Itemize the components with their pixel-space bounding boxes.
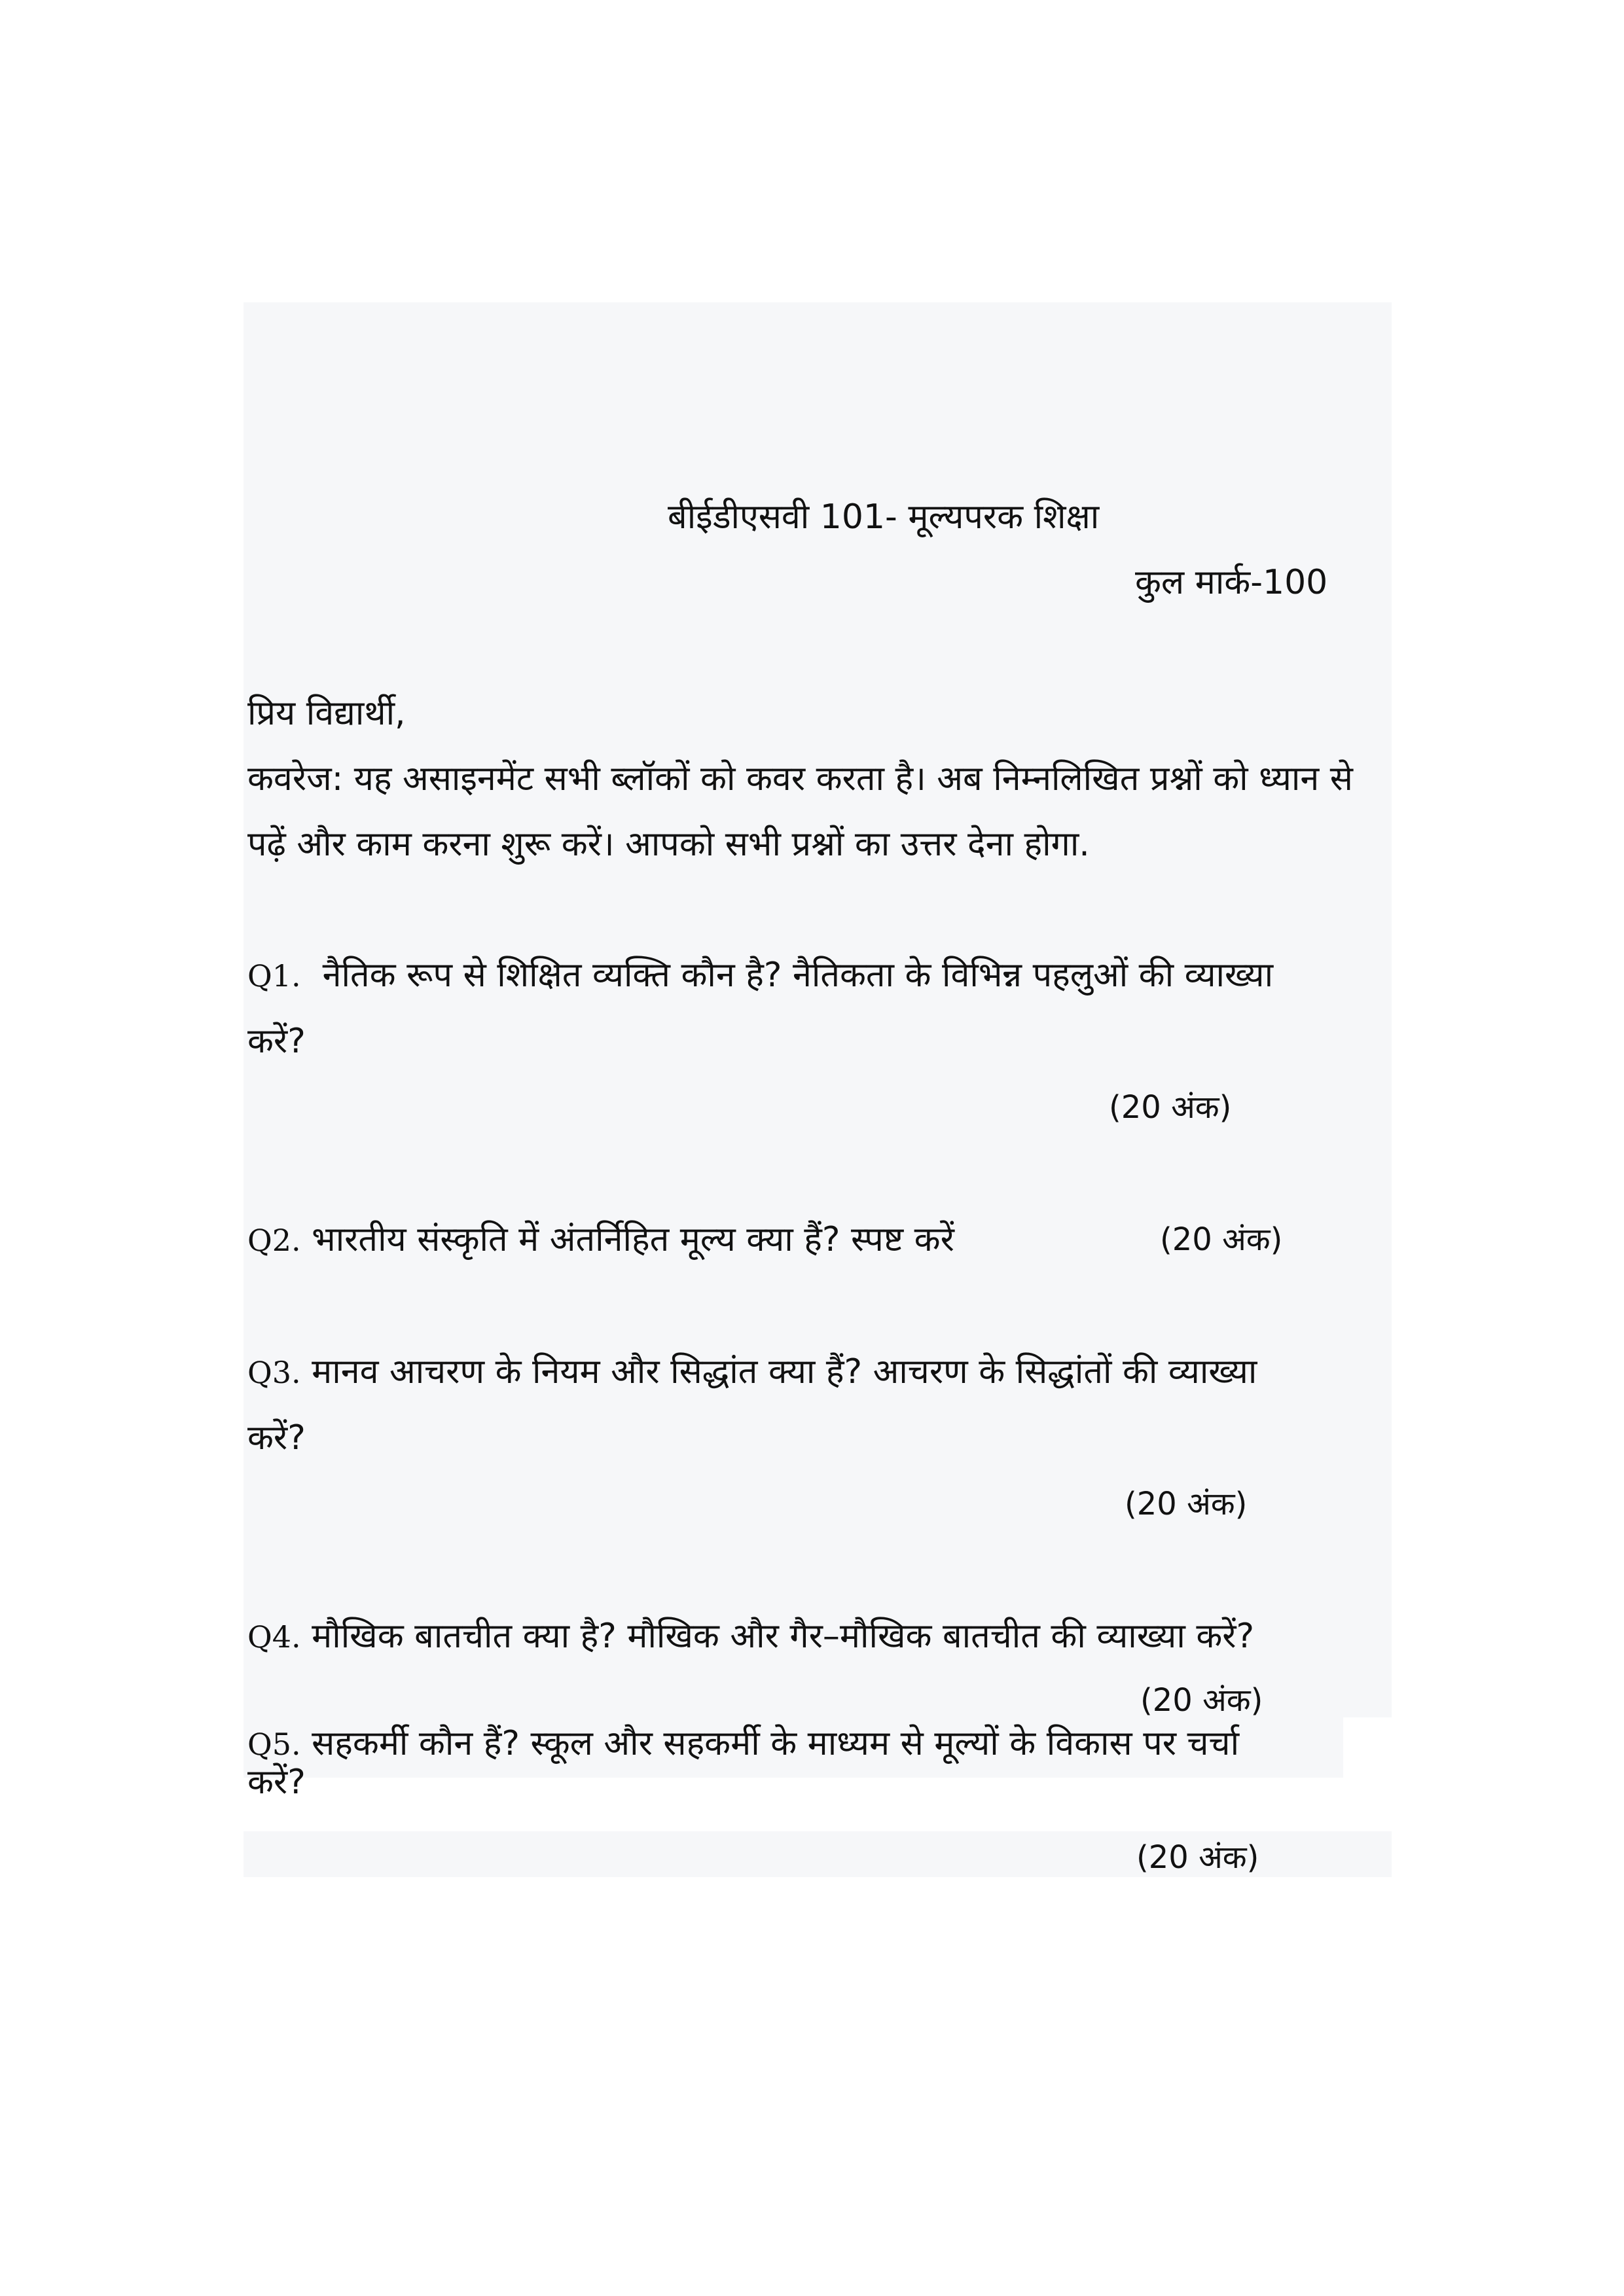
highlight-gap <box>1343 1717 1392 1778</box>
question-text: करें? <box>247 1763 306 1802</box>
question-line <box>247 1351 1257 1393</box>
question-number: Q5. <box>247 1727 301 1762</box>
question-text: मौखिक बातचीत क्या है? मौखिक और गैर–मौखिक बातचीत की व्याख्या करें? <box>312 1617 1255 1656</box>
question-line <box>247 1723 1239 1765</box>
question-text: मानव आचरण के नियम और सिद्धांत क्या हैं? आचरण के सिद्धांतों की व्याख्या <box>312 1352 1257 1391</box>
question-text: सहकर्मी कौन हैं? स्कूल और सहकर्मी के माध्यम से मूल्यों के विकास पर चर्चा <box>312 1724 1240 1763</box>
question-number: Q4. <box>247 1619 301 1655</box>
question-text: करें? <box>247 1418 306 1458</box>
question-marks: (20 अंक) <box>1109 1089 1232 1126</box>
intro-line: पढ़ें और काम करना शुरू करें। आपको सभी प्रश्नों का उत्तर देना होगा. <box>247 825 1090 864</box>
greeting: प्रिय विद्यार्थी, <box>247 694 406 733</box>
question-marks: (20 अंक) <box>1136 1839 1259 1876</box>
question-line <box>247 1219 954 1261</box>
question-5 <box>247 1723 1239 1803</box>
question-text: करें? <box>247 1022 306 1061</box>
question-marks: (20 अंक) <box>1160 1221 1283 1258</box>
total-marks: कुल मार्क-100 <box>1135 563 1328 602</box>
question-1 <box>247 954 1273 1062</box>
question-text: नैतिक रूप से शिक्षित व्यक्ति कौन है? नैतिकता के विभिन्न पहलुओं की व्याख्या <box>322 956 1274 995</box>
question-marks: (20 अंक) <box>1125 1486 1248 1522</box>
document-title: बीईडीएसवी 101- मूल्यपरक शिक्षा <box>668 497 1100 537</box>
question-number: Q1. <box>247 958 301 994</box>
question-2 <box>247 1219 954 1261</box>
question-text: भारतीय संस्कृति में अंतर्निहित मूल्य क्या हैं? स्पष्ट करें <box>312 1220 954 1259</box>
question-number: Q3. <box>247 1355 301 1390</box>
intro-line: कवरेज: यह असाइनमेंट सभी ब्लॉकों को कवर करता है। अब निम्नलिखित प्रश्नों को ध्यान से <box>247 759 1353 798</box>
question-3 <box>247 1351 1257 1459</box>
question-line <box>247 1615 1254 1658</box>
question-line <box>247 954 1273 997</box>
question-4 <box>247 1615 1254 1658</box>
question-marks: (20 अंक) <box>1140 1682 1263 1719</box>
question-number: Q2. <box>247 1223 301 1258</box>
